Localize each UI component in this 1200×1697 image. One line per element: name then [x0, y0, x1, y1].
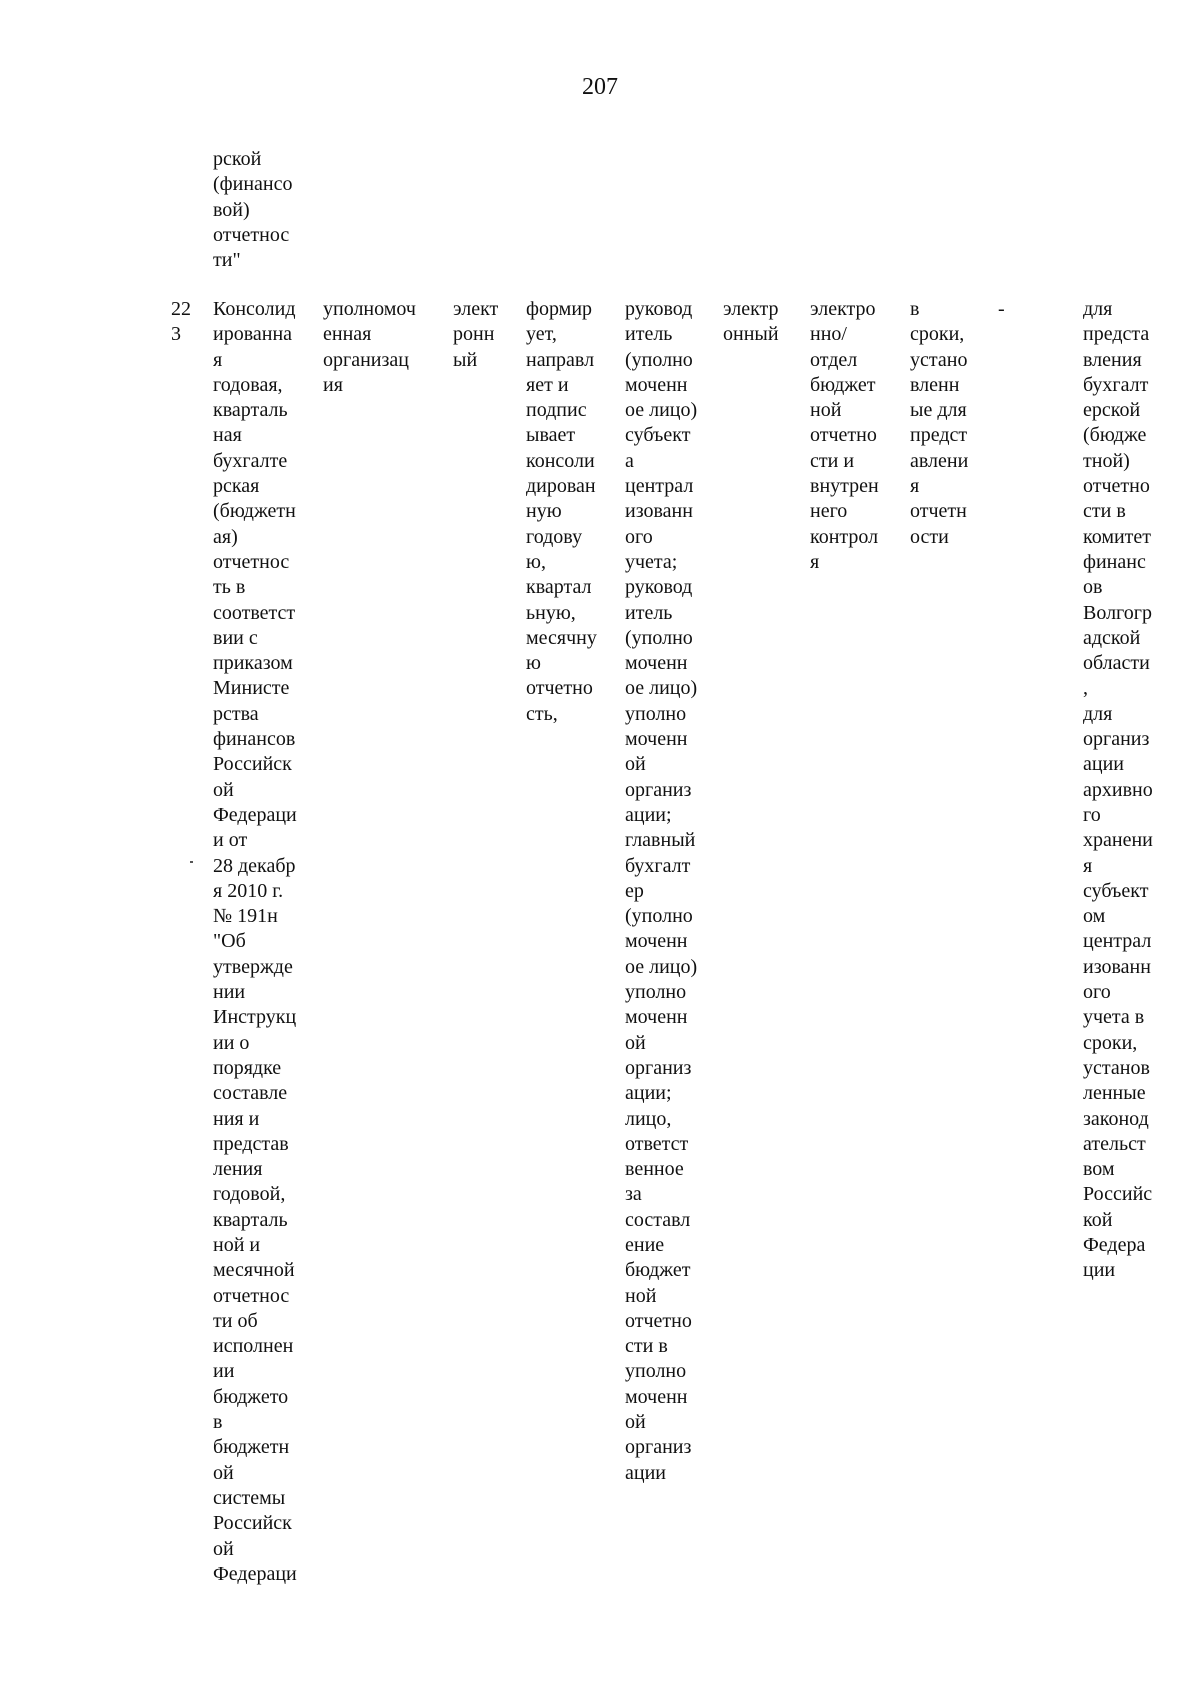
scan-speck [190, 861, 193, 863]
empty-dash-cell: - [998, 298, 1005, 320]
deadline-cell: в сроки, устано вленн ые для предст авлени я отчетн ости [910, 298, 969, 548]
action-cell: формир ует, направл яет и подпис ывает консоли дирован ную годову ю, квартал ьную, месячну ю отчетно сть, [526, 298, 597, 725]
row-number: 22 3 [171, 298, 191, 346]
continued-cell-text: рской (финансо вой) отчетнос ти" [213, 148, 293, 272]
signers-cell: руковод итель (уполно моченн ое лицо) субъект а централ изованн ого учета; руковод итель (уполно моченн ое лицо) уполно моченн ой организ ации; главный бухгалт ер (уполно моченн ое лицо) уполно моченн ой организ ации; лицо, ответст венное за составл ение бюджет ной отчетно сти в уполно моченн ой организ ации [625, 298, 698, 1484]
responsible-party-cell: уполномоч енная организац ия [323, 298, 416, 396]
page-number: 207 [582, 74, 618, 100]
document-form-cell: элект ронн ый [453, 298, 499, 371]
purpose-cell: для предста вления бухгалт ерской (бюдже тной) отчетно сти в комитет финанс ов Волгогр адской области , для организ ации архивно го хранени я субъект ом централ изованн ого учета в сроки, установ ленные законод ательст вом Российс кой Федера ции [1083, 298, 1153, 1282]
recipient-cell: электро нно/ отдел бюджет ной отчетно сти и внутрен него контрол я [810, 298, 879, 573]
document-name-cell: Консолид ированна я годовая, кварталь ная бухгалте рская (бюджетн ая) отчетнос ть в соответст вии с приказом Министе рства финансов Российск ой Федераци и от 28 декабр я 2010 г. № 191н "Об утвержде нии Инструкц ии о порядке составле ния и представ ления годовой, кварталь ной и месячной отчетнос ти об исполнен ии бюджето в бюджетн ой системы Российск ой Федераци [213, 298, 297, 1585]
transfer-kind-cell: электр онный [723, 298, 779, 346]
